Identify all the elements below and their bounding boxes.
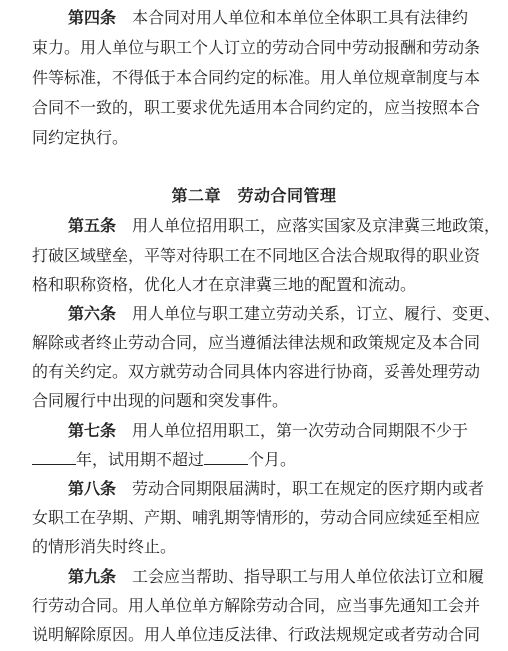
contract-term-blank[interactable]: [32, 450, 76, 465]
article-5-line-1: [68, 214, 508, 238]
article-6-label: 第六条: [68, 304, 117, 323]
article-8-line-1: [68, 477, 508, 501]
article-7-text-b: 个月。: [248, 450, 297, 469]
article-4-line-4: 合同不一致的，职工要求优先适用本合同约定的，应当按照本合: [32, 98, 481, 117]
article-4-line-1: [68, 6, 508, 30]
article-5-label: 第五条: [68, 216, 117, 235]
article-4-line-5: 同约定执行。: [32, 128, 129, 147]
article-6-text: 用人单位与职工建立劳动关系，订立、履行、变更、: [132, 304, 501, 323]
chapter-2-heading: 第二章 劳动合同管理: [171, 186, 337, 205]
article-6-line-4: 合同履行中出现的问题和突发事件。: [32, 391, 289, 410]
article-4-line-3: 件等标准，不得低于本合同约定的标准。用人单位规章制度与本: [32, 68, 481, 87]
article-7-line-1: [68, 419, 508, 443]
article-9-line-1: [68, 565, 508, 589]
article-6-line-3: 的有关约定。双方就劳动合同具体内容进行协商，妥善处理劳动: [32, 362, 481, 381]
article-8-label: 第八条: [68, 479, 117, 498]
article-4-text: 本合同对用人单位和本单位全体职工具有法律约: [132, 8, 469, 27]
article-6-line-1: [68, 302, 508, 326]
article-7-text: 用人单位招用职工，第一次劳动合同期限不少于: [132, 421, 469, 440]
article-4-line-2: 束力。用人单位与职工个人订立的劳动合同中劳动报酬和劳动条: [32, 38, 481, 57]
article-9-line-2: 行劳动合同。用人单位单方解除劳动合同，应当事先通知工会并: [32, 596, 481, 615]
article-4-label: 第四条: [68, 8, 117, 27]
article-9-text: 工会应当帮助、指导职工与用人单位依法订立和履: [132, 567, 485, 586]
article-8-text: 劳动合同期限届满时，职工在规定的医疗期内或者: [132, 479, 485, 498]
article-9-line-3: 说明解除原因。用人单位违反法律、行政法规规定或者劳动合同: [32, 625, 481, 644]
article-6-line-2: 解除或者终止劳动合同，应当遵循法律法规和政策规定及本合同: [32, 333, 481, 352]
article-9-label: 第九条: [68, 567, 117, 586]
article-5-line-3: 格和职称资格，优化人才在京津冀三地的配置和流动。: [32, 275, 417, 294]
article-7-label: 第七条: [68, 421, 117, 440]
probation-blank[interactable]: [204, 450, 248, 465]
article-7-text-a: 年，试用期不超过: [76, 450, 205, 469]
article-5-line-2: 打破区域壁垒，平等对待职工在不同地区合法合规取得的职业资: [32, 246, 481, 265]
article-8-line-3: 的情形消失时终止。: [32, 537, 177, 556]
article-5-text: 用人单位招用职工，应落实国家及京津冀三地政策，: [132, 216, 501, 235]
article-8-line-2: 女职工在孕期、产期、哺乳期等情形的，劳动合同应续延至相应: [32, 508, 481, 527]
article-7-line-2: [32, 448, 508, 472]
